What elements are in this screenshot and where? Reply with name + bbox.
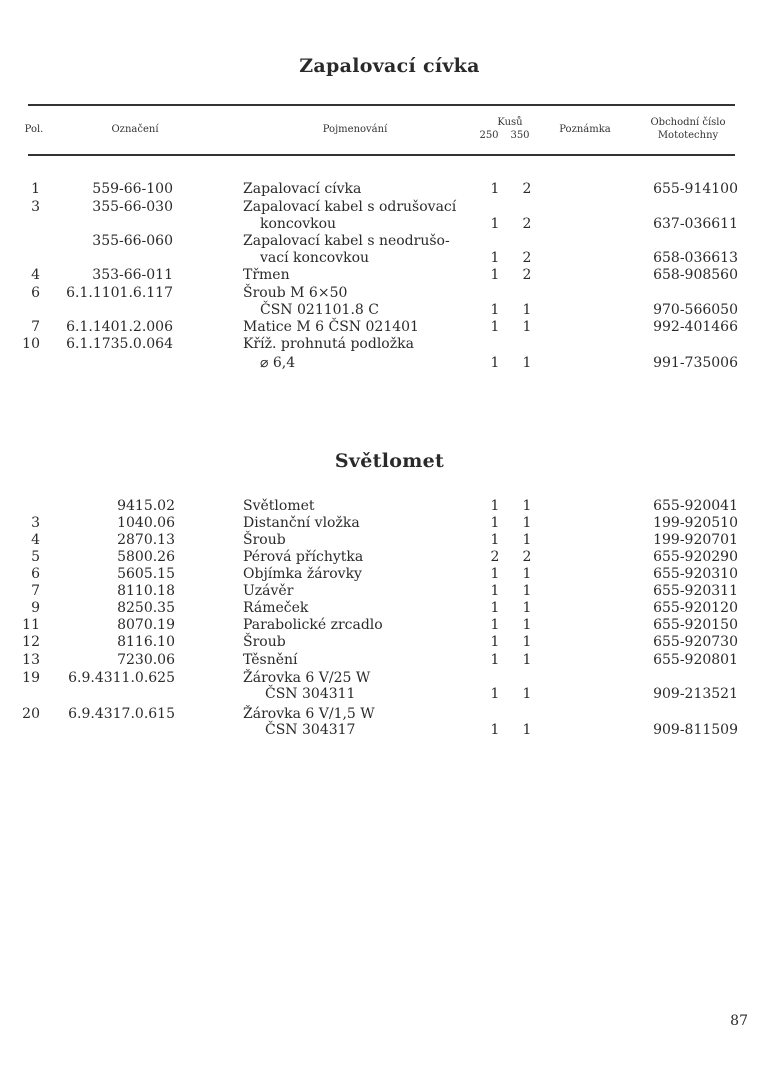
part-code: 6.1.1735.0.064 (66, 336, 173, 352)
pol: 3 (31, 199, 40, 215)
part-name: Rámeček (243, 600, 309, 616)
part-code: 7230.06 (117, 652, 175, 668)
qty-350: 1 (522, 686, 532, 702)
pol: 6 (31, 285, 40, 301)
pol: 13 (22, 652, 40, 668)
qty-350: 2 (522, 250, 532, 266)
qty-350: 1 (522, 566, 532, 582)
catalog-number: 655-920150 (653, 617, 738, 633)
part-code: 9415.02 (117, 498, 175, 514)
qty-250: 1 (490, 181, 500, 197)
part-code: 353-66-011 (92, 267, 173, 283)
pol: 6 (31, 566, 40, 582)
part-code: 355-66-030 (92, 199, 173, 215)
header-mototechny: Mototechny (657, 130, 719, 141)
qty-250: 2 (490, 549, 500, 565)
part-name-continued: vací koncovkou (260, 250, 370, 266)
pol: 11 (22, 617, 40, 633)
pol: 7 (31, 319, 40, 335)
part-name: Kříž. prohnutá podložka (243, 336, 414, 352)
qty-250: 1 (490, 634, 500, 650)
pol: 1 (31, 181, 40, 197)
catalog-number: 655-920120 (653, 600, 738, 616)
qty-250: 1 (490, 515, 500, 531)
qty-350: 2 (522, 216, 532, 232)
part-name: Matice M 6 ČSN 021401 (243, 319, 419, 335)
part-code: 355-66-060 (92, 233, 173, 249)
part-name: Zapalovací kabel s odrušovací (243, 199, 457, 215)
qty-350: 1 (522, 498, 532, 514)
pol: 3 (31, 515, 40, 531)
part-code: 8116.10 (117, 634, 175, 650)
part-code: 6.9.4317.0.615 (68, 706, 175, 722)
qty-250: 1 (490, 250, 500, 266)
qty-250: 1 (490, 302, 500, 318)
qty-250: 1 (490, 566, 500, 582)
part-code: 5605.15 (117, 566, 175, 582)
part-code: 6.1.1101.6.117 (66, 285, 173, 301)
qty-350: 2 (522, 181, 532, 197)
catalog-number: 658-036613 (653, 250, 738, 266)
pol: 4 (31, 267, 40, 283)
qty-250: 1 (490, 583, 500, 599)
qty-250: 1 (490, 652, 500, 668)
qty-250: 1 (490, 355, 500, 371)
header-pojmenovani: Pojmenování (322, 124, 388, 135)
part-code: 8110.18 (117, 583, 175, 599)
pol: 19 (22, 670, 40, 686)
qty-350: 1 (522, 515, 532, 531)
catalog-number: 992-401466 (653, 319, 738, 335)
pol: 5 (31, 549, 40, 565)
header-poznamka: Poznámka (559, 124, 611, 135)
catalog-number: 655-914100 (653, 181, 738, 197)
qty-250: 1 (490, 600, 500, 616)
part-name: Šroub (243, 532, 286, 548)
part-name: Světlomet (243, 498, 315, 514)
part-name: Zapalovací cívka (243, 181, 362, 197)
catalog-number: 655-920290 (653, 549, 738, 565)
header-oznaceni: Označení (111, 124, 159, 135)
part-code: 5800.26 (117, 549, 175, 565)
catalog-number: 991-735006 (653, 355, 738, 371)
part-name: Zapalovací kabel s neodrušo- (243, 233, 450, 249)
catalog-number: 658-908560 (653, 267, 738, 283)
part-code: 6.9.4311.0.625 (68, 670, 175, 686)
pol: 12 (22, 634, 40, 650)
qty-350: 1 (522, 634, 532, 650)
catalog-number: 655-920041 (653, 498, 738, 514)
header-kusu: Kusů (497, 117, 523, 128)
pol: 4 (31, 532, 40, 548)
header-bottom-rule (28, 154, 735, 156)
section-title-svetlomet: Světlomet (334, 450, 445, 472)
part-code: 8070.19 (117, 617, 175, 633)
qty-350: 2 (522, 267, 532, 283)
catalog-number: 655-920730 (653, 634, 738, 650)
part-name: Pérová příchytka (243, 549, 364, 565)
header-pol: Pol. (24, 124, 44, 135)
part-name: Třmen (243, 267, 290, 283)
qty-250: 1 (490, 722, 500, 738)
qty-250: 1 (490, 319, 500, 335)
header-obchodni-cislo: Obchodní číslo (650, 117, 726, 128)
part-name: Šroub (243, 634, 286, 650)
qty-350: 2 (522, 549, 532, 565)
qty-350: 1 (522, 722, 532, 738)
pol: 7 (31, 583, 40, 599)
catalog-number: 909-811509 (653, 722, 738, 738)
part-name: Parabolické zrcadlo (243, 617, 383, 633)
part-name-continued: koncovkou (260, 216, 337, 232)
qty-250: 1 (490, 532, 500, 548)
section-title-zapalovaci-civka: Zapalovací cívka (299, 55, 480, 77)
part-name: Těsnění (243, 652, 298, 668)
part-code: 6.1.1401.2.006 (66, 319, 173, 335)
part-name-continued: ⌀ 6,4 (260, 355, 296, 371)
header-kusu-250: 250 (479, 130, 499, 141)
qty-250: 1 (490, 216, 500, 232)
qty-350: 1 (522, 319, 532, 335)
part-code: 2870.13 (117, 532, 175, 548)
pol: 9 (31, 600, 40, 616)
qty-250: 1 (490, 498, 500, 514)
catalog-number: 655-920310 (653, 566, 738, 582)
header-kusu-350: 350 (510, 130, 530, 141)
part-name: Uzávěr (243, 583, 294, 599)
catalog-number: 970-566050 (653, 302, 738, 318)
catalog-number: 909-213521 (653, 686, 738, 702)
part-name: Distanční vložka (243, 515, 360, 531)
header-top-rule (28, 104, 735, 106)
qty-350: 1 (522, 652, 532, 668)
qty-350: 1 (522, 583, 532, 599)
qty-350: 1 (522, 355, 532, 371)
pol: 20 (22, 706, 40, 722)
catalog-number: 655-920311 (653, 583, 738, 599)
part-name: Žárovka 6 V/1,5 W (243, 706, 375, 722)
catalog-number: 199-920510 (653, 515, 738, 531)
part-name: Šroub M 6×50 (243, 285, 348, 301)
catalog-number: 655-920801 (653, 652, 738, 668)
part-name: Objímka žárovky (243, 566, 362, 582)
qty-250: 1 (490, 617, 500, 633)
qty-350: 1 (522, 302, 532, 318)
qty-350: 1 (522, 617, 532, 633)
part-name-continued: ČSN 304311 (265, 686, 356, 702)
part-name-continued: ČSN 304317 (265, 722, 356, 738)
part-code: 8250.35 (117, 600, 175, 616)
catalog-number: 199-920701 (653, 532, 738, 548)
qty-350: 1 (522, 600, 532, 616)
part-code: 559-66-100 (92, 181, 173, 197)
page-number: 87 (730, 1013, 748, 1029)
qty-250: 1 (490, 686, 500, 702)
part-name-continued: ČSN 021101.8 C (260, 302, 379, 318)
qty-350: 1 (522, 532, 532, 548)
part-name: Žárovka 6 V/25 W (243, 670, 371, 686)
catalog-number: 637-036611 (653, 216, 738, 232)
pol: 10 (22, 336, 40, 352)
part-code: 1040.06 (117, 515, 175, 531)
qty-250: 1 (490, 267, 500, 283)
